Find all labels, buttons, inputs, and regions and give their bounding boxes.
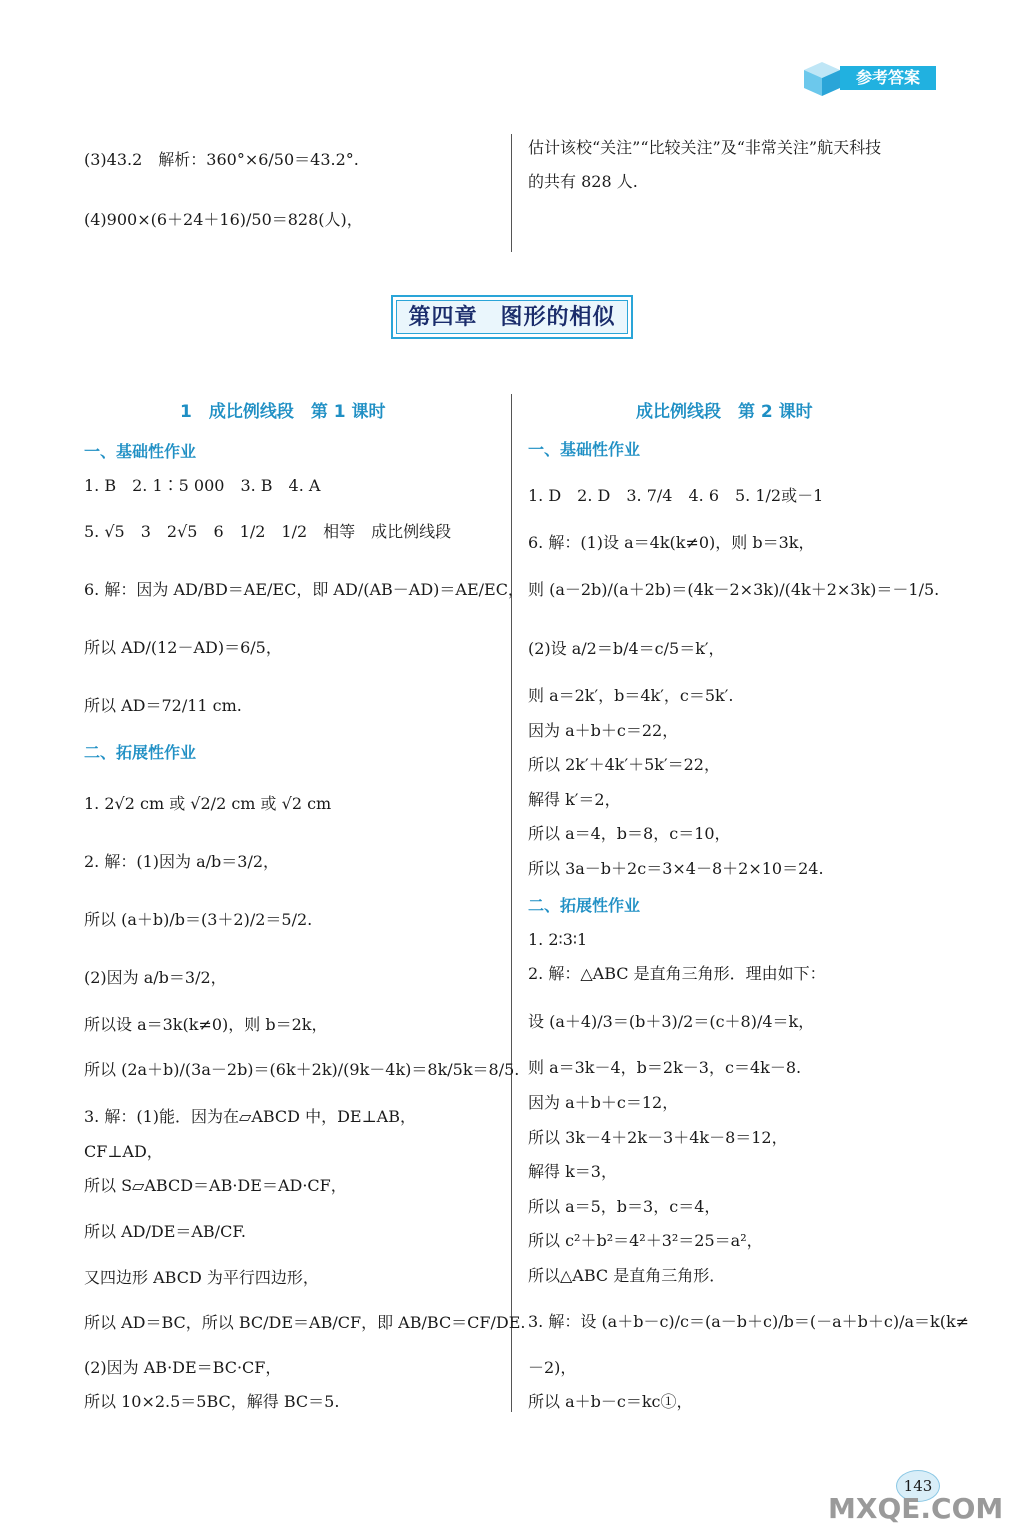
answer-badge bbox=[800, 58, 937, 96]
left-line-1: 1. B 2. 1∶5 000 3. B 4. A bbox=[84, 476, 321, 495]
left-line-16: 又四边形 ABCD 为平行四边形， bbox=[84, 1268, 319, 1287]
right-line-20: 所以△ABC 是直角三角形． bbox=[528, 1266, 726, 1285]
right-line-21: 3. 解：设 (a＋b－c)/c＝(a－b＋c)/b＝(－a＋b＋c)/a＝k(k≠ bbox=[528, 1312, 970, 1331]
top-left-line-1: (3)43.2 解析：360°×6/50＝43.2°. bbox=[84, 150, 359, 169]
right-line-2: 6. 解：(1)设 a＝4k(k≠0)，则 b＝3k， bbox=[528, 533, 815, 552]
right-line-13: 设 (a＋4)/3＝(b＋3)/2＝(c＋8)/4＝k， bbox=[528, 1012, 815, 1031]
right-line-12: 2. 解：△ABC 是直角三角形．理由如下： bbox=[528, 964, 826, 983]
left-line-18: (2)因为 AB·DE＝BC·CF， bbox=[84, 1358, 282, 1377]
left-line-13: CF⊥AD， bbox=[84, 1142, 163, 1161]
column-divider-main bbox=[511, 394, 512, 1412]
right-line-17: 解得 k＝3， bbox=[528, 1162, 617, 1181]
right-line-4: (2)设 a/2＝b/4＝c/5＝k′， bbox=[528, 639, 725, 658]
left-line-3: 6. 解：因为 AD/BD＝AE/EC，即 AD/(AB－AD)＝AE/EC， bbox=[84, 580, 524, 599]
right-line-19: 所以 c²＋b²＝4²＋3²＝25＝a²， bbox=[528, 1231, 763, 1250]
right-line-9: 所以 a＝4，b＝8，c＝10， bbox=[528, 824, 731, 843]
right-line-8: 解得 k′＝2， bbox=[528, 790, 621, 809]
right-line-23: 所以 a＋b－c＝kc①， bbox=[528, 1392, 693, 1411]
right-line-7: 所以 2k′＋4k′＋5k′＝22， bbox=[528, 755, 720, 774]
left-section-extend: 二、拓展性作业 bbox=[84, 743, 197, 762]
left-line-5: 所以 AD＝72/11 cm. bbox=[84, 696, 242, 715]
left-line-9: (2)因为 a/b＝3/2， bbox=[84, 968, 227, 987]
chapter-title: 第四章 图形的相似 bbox=[396, 300, 628, 334]
left-section-basic: 一、基础性作业 bbox=[84, 442, 197, 461]
left-line-11: 所以 (2a＋b)/(3a－2b)＝(6k＋2k)/(9k－4k)＝8k/5k＝8/5. bbox=[84, 1060, 520, 1079]
left-line-17: 所以 AD＝BC，所以 BC/DE＝AB/CF，即 AB/BC＝CF/DE. bbox=[84, 1313, 526, 1332]
column-divider-top bbox=[511, 134, 512, 252]
left-line-6: 1. 2√2 cm 或 √2/2 cm 或 √2 cm bbox=[84, 794, 332, 813]
right-line-15: 因为 a＋b＋c＝12， bbox=[528, 1093, 679, 1112]
right-line-22: －2)， bbox=[528, 1358, 577, 1377]
left-line-14: 所以 S▱ABCD＝AB·DE＝AD·CF， bbox=[84, 1176, 347, 1195]
top-right-line-1: 估计该校“关注”“比较关注”及“非常关注”航天科技 bbox=[528, 138, 882, 157]
page-number: 143 bbox=[896, 1470, 940, 1502]
left-line-15: 所以 AD/DE＝AB/CF. bbox=[84, 1222, 247, 1241]
right-section-basic: 一、基础性作业 bbox=[528, 440, 641, 459]
top-right-line-2: 的共有 828 人. bbox=[528, 172, 638, 191]
right-line-3: 则 (a－2b)/(a＋2b)＝(4k－2×3k)/(4k＋2×3k)＝－1/5. bbox=[528, 580, 940, 599]
badge-label: 参考答案 bbox=[840, 66, 936, 90]
left-lesson-title: 1 成比例线段 第 1 课时 bbox=[180, 402, 386, 422]
right-line-10: 所以 3a－b＋2c＝3×4－8＋2×10＝24. bbox=[528, 859, 824, 878]
right-line-14: 则 a＝3k－4，b＝2k－3，c＝4k－8. bbox=[528, 1058, 802, 1077]
left-line-4: 所以 AD/(12－AD)＝6/5， bbox=[84, 638, 282, 657]
chapter-title-box bbox=[391, 295, 633, 339]
right-line-18: 所以 a＝5，b＝3，c＝4， bbox=[528, 1197, 721, 1216]
left-line-2: 5. √5 3 2√5 6 1/2 1/2 相等 成比例线段 bbox=[84, 522, 452, 541]
left-line-19: 所以 10×2.5＝5BC，解得 BC＝5. bbox=[84, 1392, 340, 1411]
right-line-16: 所以 3k－4＋2k－3＋4k－8＝12， bbox=[528, 1128, 788, 1147]
right-line-5: 则 a＝2k′，b＝4k′，c＝5k′. bbox=[528, 686, 734, 705]
left-line-7: 2. 解：(1)因为 a/b＝3/2， bbox=[84, 852, 280, 871]
right-lesson-title: 成比例线段 第 2 课时 bbox=[636, 402, 813, 422]
left-line-12: 3. 解：(1)能．因为在▱ABCD 中，DE⊥AB， bbox=[84, 1107, 416, 1126]
right-line-6: 因为 a＋b＋c＝22， bbox=[528, 721, 679, 740]
top-left-line-2: (4)900×(6＋24＋16)/50＝828(人)， bbox=[84, 210, 363, 229]
right-section-extend: 二、拓展性作业 bbox=[528, 896, 641, 915]
left-line-10: 所以设 a＝3k(k≠0)，则 b＝2k， bbox=[84, 1015, 328, 1034]
right-line-1: 1. D 2. D 3. 7/4 4. 6 5. 1/2或－1 bbox=[528, 486, 824, 505]
right-line-11: 1. 2∶3∶1 bbox=[528, 930, 588, 949]
left-line-8: 所以 (a＋b)/b＝(3＋2)/2＝5/2. bbox=[84, 910, 313, 929]
watermark: MXQE.COM bbox=[828, 1492, 1004, 1525]
